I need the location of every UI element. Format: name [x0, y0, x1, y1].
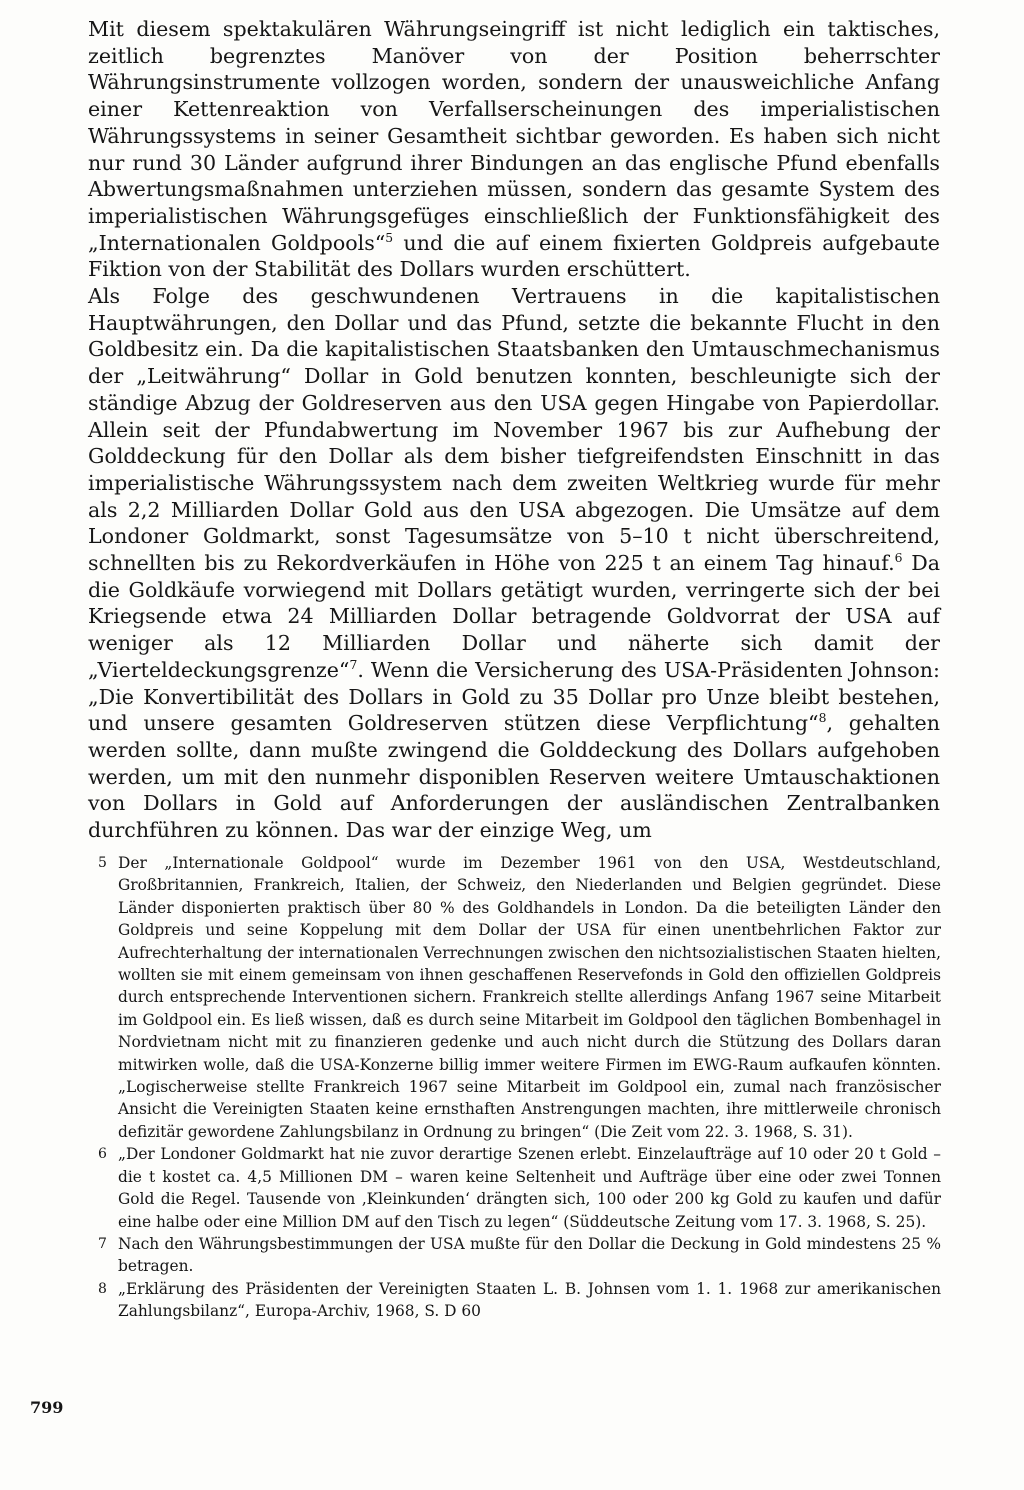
footnote-number: 8 [98, 1280, 107, 1297]
footnote-text: Der „Internationale Goldpool“ wurde im Dezember 1961 von den USA, Westdeutschland, Großbritannien, Frankreich, Italien, der Schweiz, den Niederlanden und Belgien gegründet. Diese Länder disponierten praktisch über 80 % des Goldhandels in London. Da die beteiligten Länder den Goldpreis und seine Koppelung mit dem Dollar der USA für einen unentbehrlichen Faktor zur Aufrechterhaltung der internationalen Verrechnungen zwischen den nichtsozialistischen Staaten hielten, wollten sie mit einem gemeinsam von ihnen geschaffenen Reservefonds in Gold den offiziellen Goldpreis durch entsprechende Interventionen sichern. Frankreich stellte allerdings Anfang 1967 seine Mitarbeit im Goldpool ein. Es ließ wissen, daß es durch seine Mitarbeit im Goldpool den täglichen Bombenhagel in Nordvietnam nicht mit zu finanzieren gedenke und auch nicht durch die Stützung des Dollars daran mitwirken wolle, daß die USA-Konzerne billig immer weitere Firmen im EWG-Raum aufkaufen könnten. „Logischerweise stellte Frankreich 1967 seine Mitarbeit im Goldpool ein, zumal nach französischer Ansicht die Vereinigten Staaten keine ernsthaften Anstrengungen machten, ihre mittlerweile chronisch defizitär gewordene Zahlungsbilanz in Ordnung zu bringen“ (Die Zeit vom 22. 3. 1968, S. 31). [118, 854, 941, 1141]
footnote-text: Nach den Währungsbestimmungen der USA mußte für den Dollar die Deckung in Gold mindestens 25 % betragen. [118, 1234, 941, 1276]
footnote-text: „Erklärung des Präsidenten der Vereinigten Staaten L. B. Johnsen vom 1. 1. 1968 zur amerikanischen Zahlungsbilanz“, Europa-Archiv, 1968, S. D 60 [118, 1279, 941, 1321]
footnote-8 [98, 1278, 941, 1323]
footnote-number: 5 [98, 855, 107, 871]
footnote-5 [98, 852, 941, 1143]
footnote-6 [98, 1143, 941, 1233]
footnotes [98, 852, 941, 1323]
footnote-ref-7: 7 [349, 658, 358, 673]
footnote-ref-8: 8 [818, 711, 827, 726]
footnote-number: 6 [98, 1146, 107, 1163]
paragraph-1: Mit diesem spektakulären Währungseingriff ist nicht lediglich ein taktisches, zeitlich begrenztes Manöver von der Position beherrschter Währungsinstrumente vollzogen worden, sondern der unausweichliche Anfang einer Kettenreaktion von Verfallserscheinungen des imperialistischen Währungssystems in seiner Gesamtheit sichtbar geworden. Es haben sich nicht nur rund 30 Länder aufgrund ihrer Bindungen an das englische Pfund ebenfalls Abwertungsmaßnahmen unterziehen müssen, sondern das gesamte System des imperialistischen Währungsgefüges einschließlich der Funktionsfähigkeit des „Internationalen Goldpools“$^5$ und die auf einem fixierten Goldpreis aufgebaute Fiktion von der Stabilität des Dollars wurden erschüttert. [88, 17, 940, 282]
footnote-number: 7 [98, 1235, 107, 1252]
paragraph-2: Als Folge des geschwundenen Vertrauens in die kapitalistischen Hauptwährungen, den Dollar und das Pfund, setzte die bekannte Flucht in den Goldbesitz ein. Da die kapitalistischen Staatsbanken den Umtauschmechanismus der „Leitwährung“ Dollar in Gold benutzen konnten, beschleunigte sich der ständige Abzug der Goldreserven aus den USA gegen Hingabe von Papierdollar. Allein seit der Pfundabwertung im November 1967 bis zur Aufhebung der Golddeckung für den Dollar als dem bisher tiefgreifendsten Einschnitt in das imperialistische Währungssystem nach dem zweiten Weltkrieg wurde für mehr als 2,2 Milliarden Dollar Gold aus den USA abgezogen. Die Umsätze auf dem Londoner Goldmarkt, sonst Tagesumsätze von 5–10 t nicht überschreitend, schnellten bis zu Rekordverkäufen in Höhe von 225 t an einem Tag hinauf.$^6$ Da die Goldkäufe vorwiegend mit Dollars getätigt wurden, verringerte sich der bei Kriegsende etwa 24 Milliarden Dollar betragende Goldvorrat der USA auf weniger als 12 Milliarden Dollar und näherte sich damit der „Vierteldeckungsgrenze“$^7$. Wenn die Versicherung des USA-Präsidenten Johnson: „Die Konvertibilität des Dollars in Gold zu 35 Dollar pro Unze bleibt bestehen, und unsere gesamten Goldreserven stützen diese Verpflichtung“$^8$, gehalten werden sollte, dann mußte zwingend die Golddeckung des Dollars aufgehoben werden, um mit den nunmehr disponiblen Reserven weitere Umtauschaktionen von Dollars in Gold auf Anforderungen der ausländischen Zentralbanken durchführen zu können. Das war der einzige Weg, um [88, 284, 941, 843]
page-number: 799 [30, 1398, 64, 1417]
footnote-ref-5: 5 [385, 230, 394, 245]
footnote-text: „Der Londoner Goldmarkt hat nie zuvor derartige Szenen erlebt. Einzelaufträge auf 10 oder 20 t Gold – die t kostet ca. 4,5 Millionen DM – waren keine Seltenheit und Aufträge über eine oder zwei Tonnen Gold die Regel. Tausende von ‚Kleinkunden‘ drängten sich, 100 oder 200 kg Gold zu kaufen und dafür eine halbe oder eine Million DM auf den Tisch zu legen“ (Süddeutsche Zeitung vom 17. 3. 1968, S. 25). [118, 1145, 941, 1231]
footnote-ref-6: 6 [894, 551, 903, 566]
main-text [88, 16, 940, 844]
footnote-7 [98, 1233, 941, 1278]
